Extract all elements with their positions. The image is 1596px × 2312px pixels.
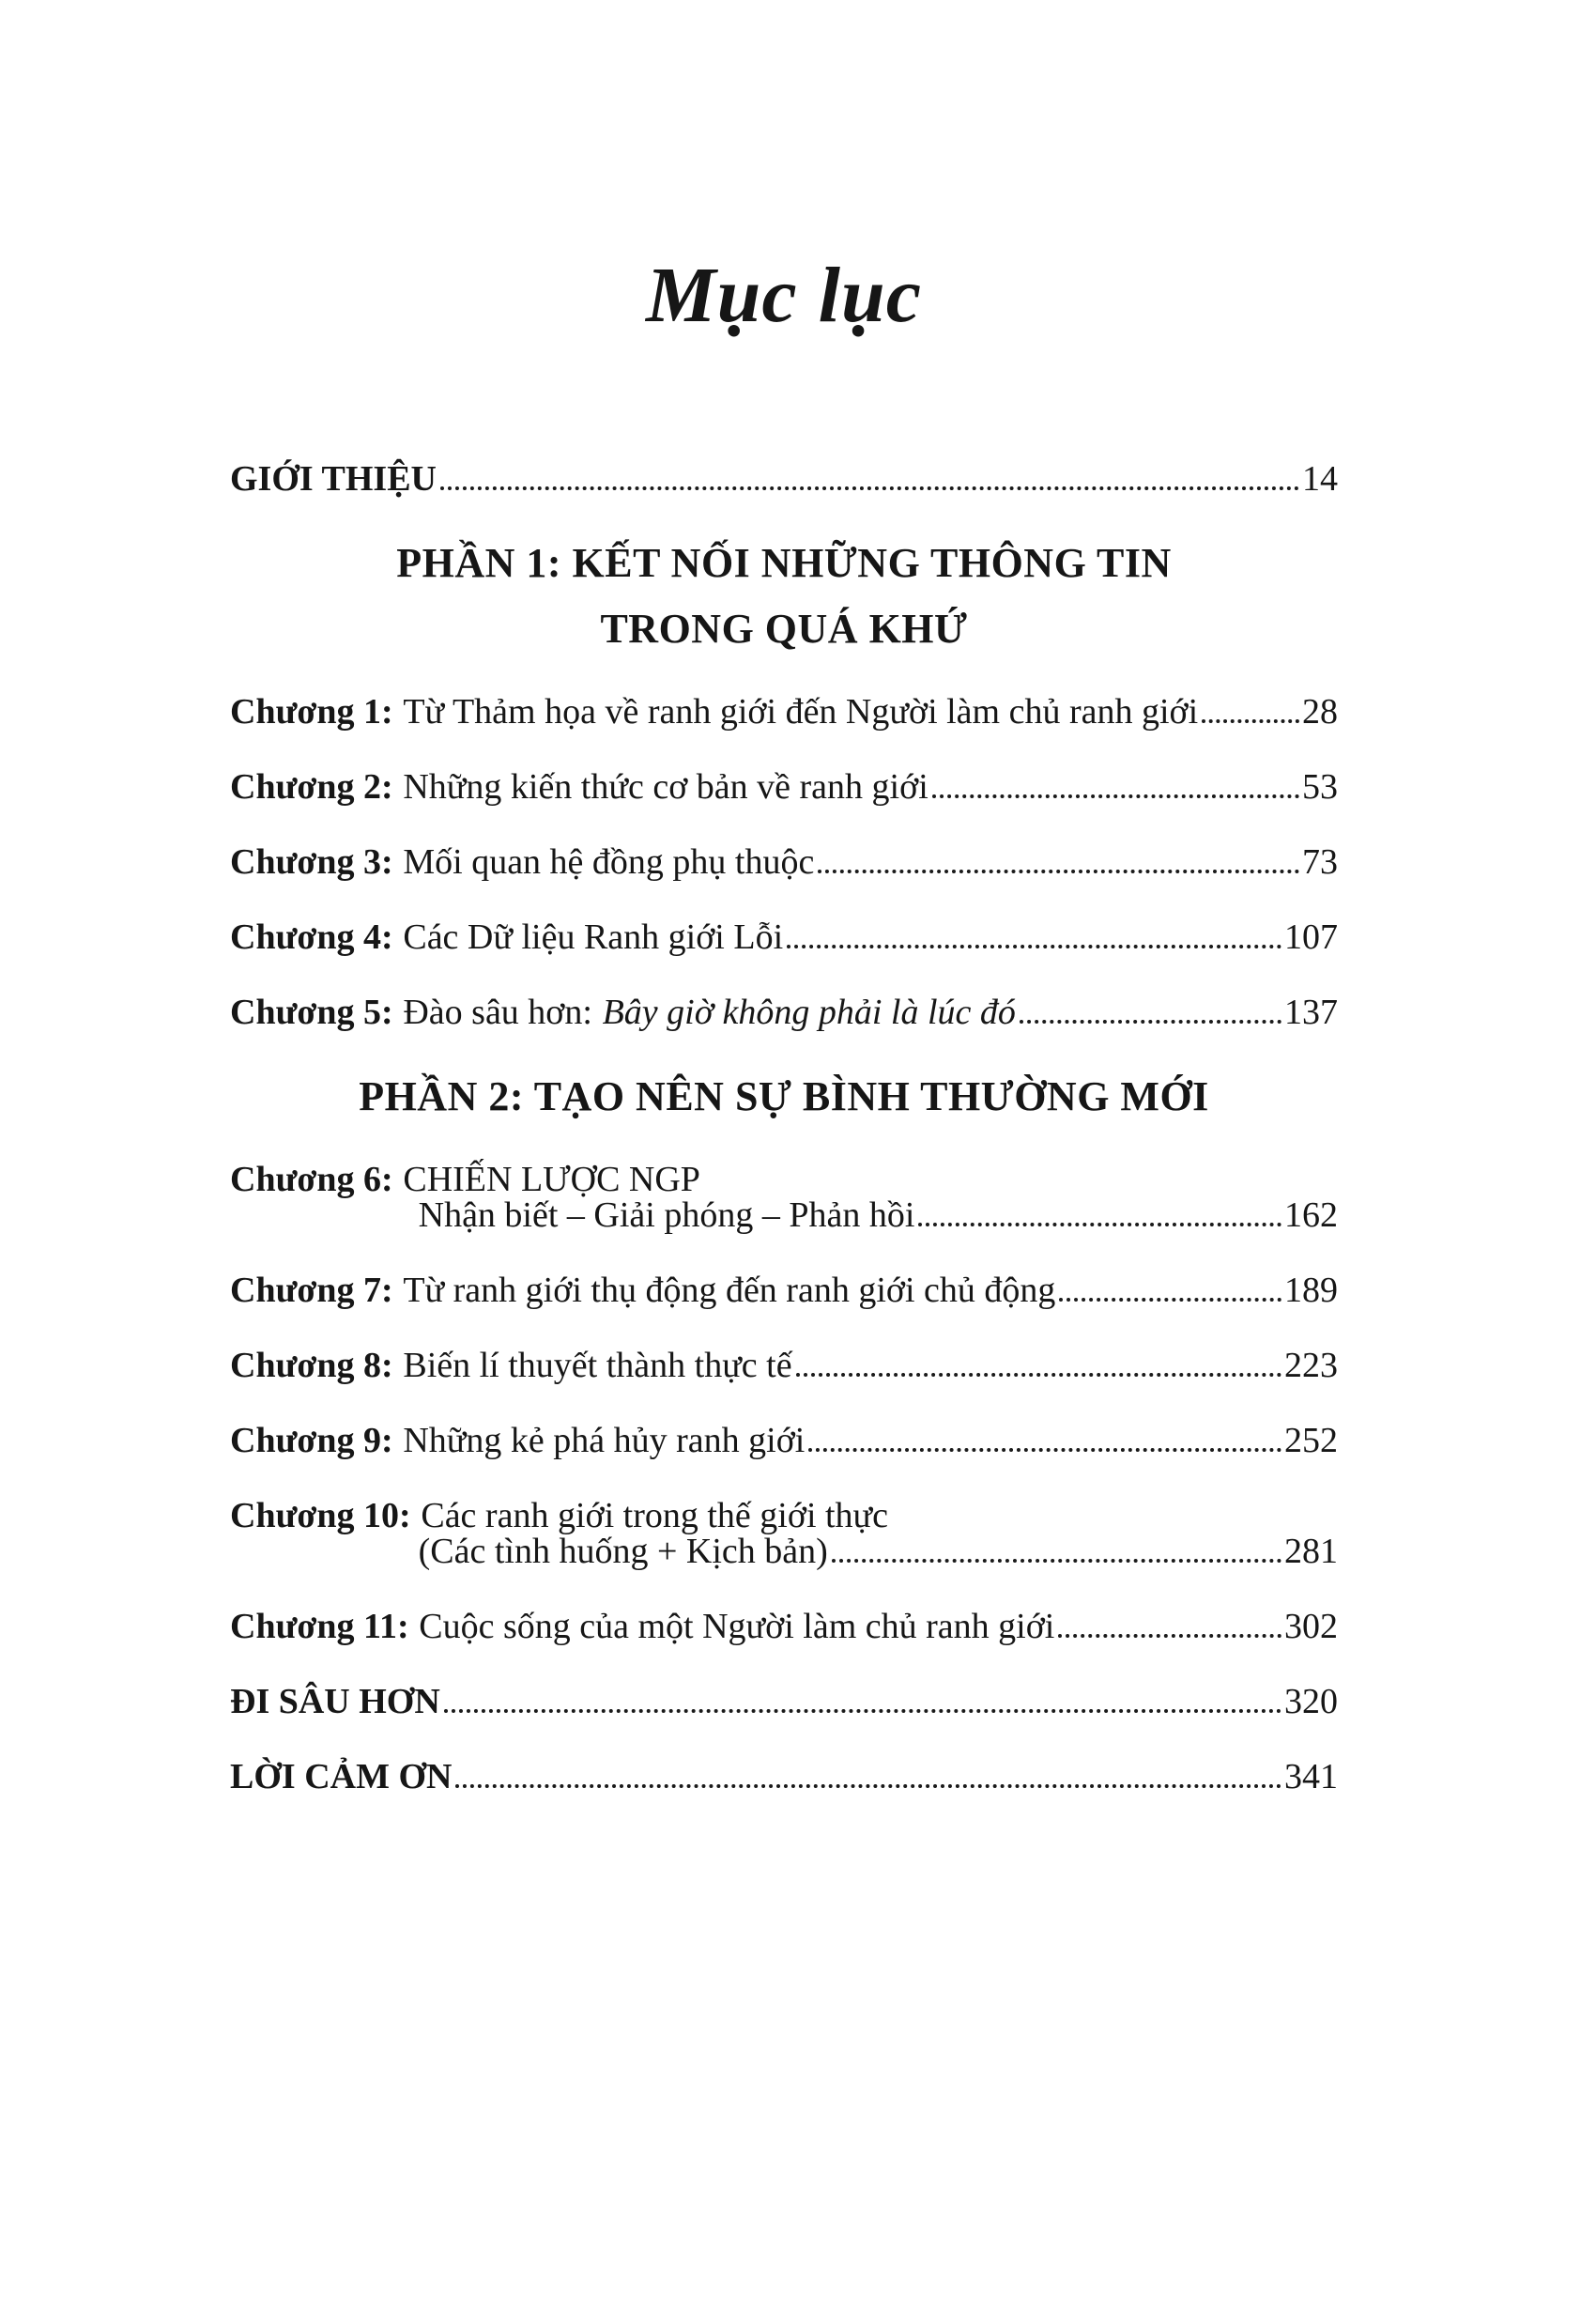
toc-entry-chapter-1: [230, 688, 1338, 735]
entry-title: CHIẾN LƯỢC NGP: [403, 1160, 700, 1199]
dot-leader: [440, 486, 1299, 490]
entry-subtitle: (Các tình huống + Kịch bản): [418, 1532, 828, 1571]
toc-entry-chapter-7: [230, 1267, 1338, 1314]
entry-label: Chương 10:: [230, 1496, 411, 1535]
page-number: 162: [1284, 1195, 1338, 1235]
toc-entry-chapter-3: [230, 839, 1338, 886]
toc-entry-intro: [230, 455, 1338, 502]
toc-list: [230, 455, 1338, 1800]
entry-title: Biến lí thuyết thành thực tế: [403, 1346, 792, 1385]
page-number: 189: [1284, 1271, 1338, 1310]
page-number: 28: [1302, 692, 1338, 732]
part-heading-2: [230, 1064, 1338, 1130]
dot-leader: [808, 1448, 1281, 1452]
page-number: 223: [1284, 1346, 1338, 1385]
part-heading-line: PHẦN 1: KẾT NỐI NHỮNG THÔNG TIN: [396, 540, 1172, 586]
dot-leader: [1058, 1634, 1281, 1638]
entry-title: Từ ranh giới thụ động đến ranh giới chủ động: [403, 1271, 1056, 1310]
entry-label: Chương 11:: [230, 1607, 409, 1646]
entry-label: Chương 8:: [230, 1346, 393, 1385]
page-number: 73: [1302, 842, 1338, 882]
entry-label: ĐI SÂU HƠN: [230, 1682, 440, 1721]
page-number: 137: [1284, 993, 1338, 1032]
toc-entry-chapter-9: [230, 1417, 1338, 1464]
dot-leader: [918, 1223, 1281, 1226]
entry-label: Chương 6:: [230, 1160, 393, 1199]
part-heading-line: TRONG QUÁ KHỨ: [600, 606, 968, 652]
dot-leader: [1020, 1020, 1281, 1024]
page-number: 302: [1284, 1607, 1338, 1646]
entry-label: GIỚI THIỆU: [230, 459, 437, 499]
part-heading-line: PHẦN 2: TẠO NÊN SỰ BÌNH THƯỜNG MỚI: [359, 1073, 1209, 1119]
entry-title: Cuộc sống của một Người làm chủ ranh giới: [419, 1607, 1055, 1646]
entry-label: Chương 5:: [230, 993, 393, 1032]
dot-leader: [932, 794, 1299, 798]
toc-entry-acknowledgements: [230, 1753, 1338, 1800]
part-heading-1: [230, 531, 1338, 662]
entry-title: Đào sâu hơn:: [403, 993, 592, 1032]
entry-label: Chương 7:: [230, 1271, 393, 1310]
dot-leader: [787, 945, 1281, 948]
page-number: 14: [1302, 459, 1338, 499]
entry-label: Chương 4:: [230, 917, 393, 957]
page-title: Mục lục: [645, 252, 923, 339]
dot-leader: [818, 870, 1299, 873]
toc-entry-chapter-2: [230, 763, 1338, 810]
entry-title: Từ Thảm họa về ranh giới đến Người làm chủ ranh giới: [403, 692, 1199, 732]
entry-subtitle: Nhận biết – Giải phóng – Phản hồi: [418, 1195, 915, 1235]
dot-leader: [444, 1709, 1281, 1713]
page-number: 281: [1284, 1532, 1338, 1571]
entry-label: Chương 2:: [230, 767, 393, 807]
toc-entry-chapter-8: [230, 1342, 1338, 1389]
page-number: 53: [1302, 767, 1338, 807]
entry-title: Những kiến thức cơ bản về ranh giới: [403, 767, 928, 807]
page-number: 341: [1284, 1757, 1338, 1796]
page-number: 107: [1284, 917, 1338, 957]
dot-leader: [1202, 719, 1299, 723]
toc-entry-chapter-11: [230, 1603, 1338, 1650]
entry-label: Chương 3:: [230, 842, 393, 882]
entry-title: Các ranh giới trong thế giới thực: [421, 1496, 889, 1535]
toc-entry-chapter-4: [230, 914, 1338, 961]
toc-entry-deeper: [230, 1678, 1338, 1725]
dot-leader: [832, 1559, 1281, 1563]
entry-title: Những kẻ phá hủy ranh giới: [403, 1421, 806, 1460]
entry-title-italic: Bây giờ không phải là lúc đó: [602, 993, 1016, 1032]
page-number: 320: [1284, 1682, 1338, 1721]
dot-leader: [796, 1373, 1281, 1377]
page-number: 252: [1284, 1421, 1338, 1460]
dot-leader: [1059, 1298, 1281, 1302]
entry-title: Mối quan hệ đồng phụ thuộc: [403, 842, 815, 882]
toc-entry-chapter-5: [230, 989, 1338, 1036]
dot-leader: [455, 1784, 1281, 1788]
toc-entry-chapter-6-subtitle: [230, 1192, 1338, 1239]
entry-label: LỜI CẢM ƠN: [230, 1757, 453, 1796]
entry-label: Chương 9:: [230, 1421, 393, 1460]
toc-page: [0, 246, 1596, 2312]
entry-title: Các Dữ liệu Ranh giới Lỗi: [403, 917, 784, 957]
entry-label: Chương 1:: [230, 692, 393, 732]
